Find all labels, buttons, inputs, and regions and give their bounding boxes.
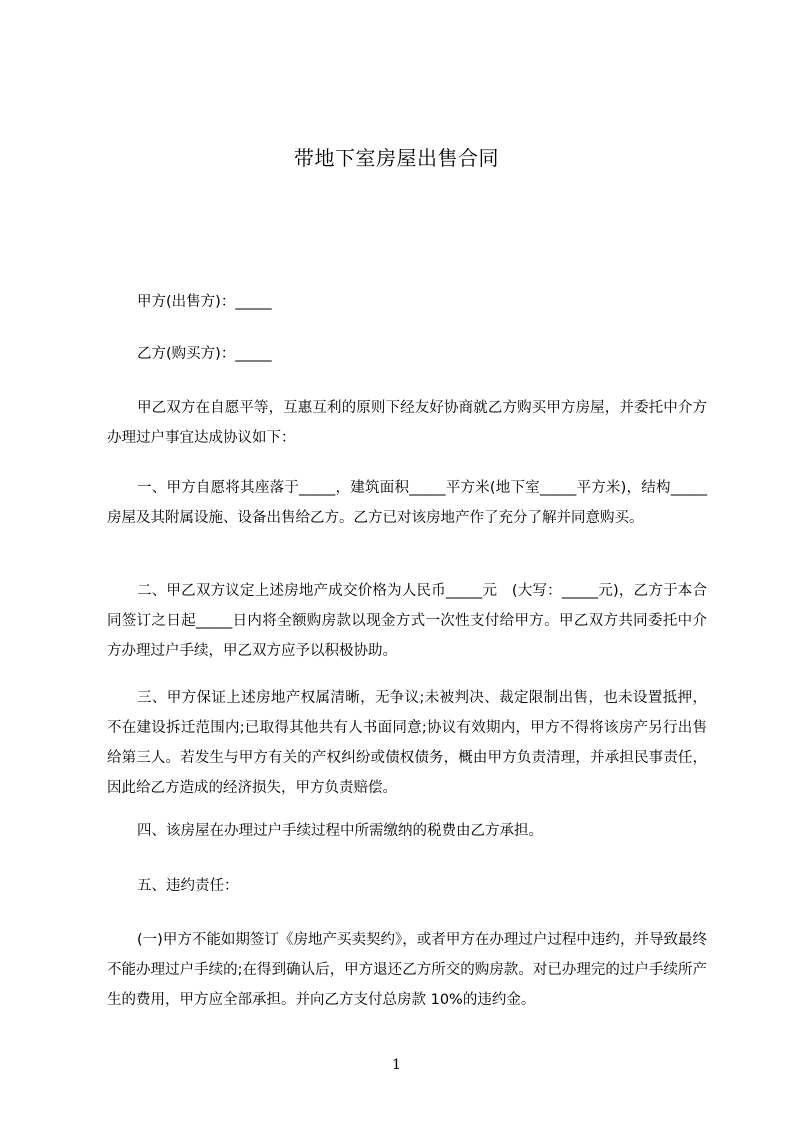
clause-3-paragraph: 三、甲方保证上述房地产权属清晰，无争议;未被判决、裁定限制出售，也未设置抵押，不在建设拆迁范围内;已取得其他共有人书面同意;协议有效期内，甲方不得将该房产另行出售给第三人。若发生与甲方有关的产权纠纷或债权债务，概由甲方负责清理，并承担民事责任，因此给乙方造成的经济损失，甲方负责赔偿。 [107, 690, 707, 796]
clause-2-paragraph: 二、甲乙双方议定上述房地产成交价格为人民币_____元 (大写：_____元)，乙方于本合同签订之日起_____日内将全额购房款以现金方式一次性支付给甲方。甲乙双方共同委托中介方办理过户手续，甲乙双方应予以积极协助。 [107, 583, 707, 659]
document-title: 带地下室房屋出售合同 [294, 146, 499, 170]
clause-5-heading: 五、违约责任： [137, 878, 239, 894]
clause-1-paragraph: 一、甲方自愿将其座落于_____，建筑面积_____平方米(地下室_____平方米)，结构_____房屋及其附属设施、设备出售给乙方。乙方已对该房地产作了充分了解并同意购买。 [107, 480, 707, 526]
party-a-line: 甲方(出售方)：_____ [137, 294, 272, 310]
clause-5-1-paragraph: (一)甲方不能如期签订《房地产买卖契约》，或者甲方在办理过户过程中违约，并导致最终不能办理过户手续的;在得到确认后，甲方退还乙方所交的购房款。对已办理完的过户手续所产生的费用，甲方应全部承担。并向乙方支付总房款 10%的违约金。 [107, 932, 707, 1008]
party-b-line: 乙方(购买方)：_____ [137, 346, 272, 362]
page-number: 1 [392, 1057, 401, 1073]
preamble-paragraph: 甲乙双方在自愿平等，互惠互利的原则下经友好协商就乙方购买甲方房屋，并委托中介方办理过户事宜达成协议如下： [107, 400, 707, 446]
clause-4-paragraph: 四、该房屋在办理过户手续过程中所需缴纳的税费由乙方承担。 [137, 823, 543, 839]
